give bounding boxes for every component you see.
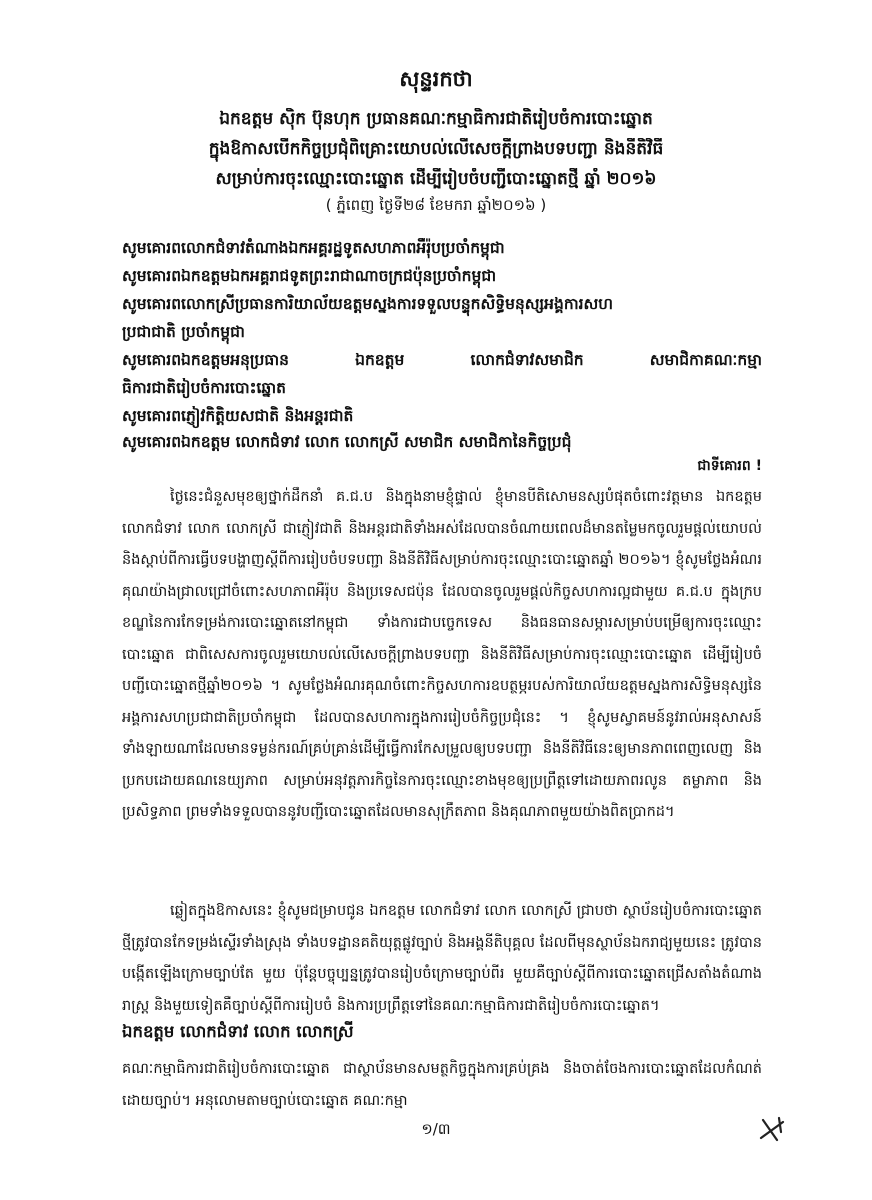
greeting-guests: សូមគោរពភ្ញៀវកិត្តិយសជាតិ និងអន្តរជាតិ	[122, 407, 354, 425]
paragraph-2: ឆ្លៀតក្នុងឱកាសនេះ ខ្ញុំសូមជម្រាបជូន ឯកឧត្តម លោកជំទាវ លោក លោកស្រី ជ្រាបថា ស្ថាប័នរៀបចំការបោះឆ្នោតថ្មីត្រូវបានកែទម្រង់ស្ទើរទាំងស្រុង ទាំងបទដ្ឋានគតិយុត្តផ្លូវច្បាប់ និងអង្គនីតិបុគ្គល ដែលពីមុនស្ថាប័នឯករាជ្យមួយនេះ ត្រូវបានបង្កើតឡើងក្រោមច្បាប់តែ មួយ ប៉ុន្តែបច្ចុប្បន្នត្រូវបានរៀបចំក្រោមច្បាប់ពីរ មួយគឺច្បាប់ស្តីពីការបោះឆ្នោតជ្រើសតាំងតំណាង រាស្ត្រ និងមួយទៀតគឺច្បាប់ស្តីពីការរៀបចំ និងការប្រព្រឹត្តទៅនៃគណៈកម្មាធិការជាតិរៀបចំការបោះឆ្នោត។	[122, 903, 762, 1014]
page-number: ១/៣	[421, 1120, 451, 1138]
document-title: សុន្ទរកថា	[399, 67, 473, 91]
subtitle-line-1: ឯកឧត្តម ស៊ិក ប៊ុនហុក ប្រធានគណៈកម្មាធិការជាតិរៀបចំការបោះឆ្នោត	[219, 109, 653, 129]
greeting-nec-members: សូមគោរពឯកឧត្តមអនុប្រធាន ឯកឧត្តម លោកជំទាវសមាជិក សមាជិកាគណៈកម្មា	[122, 351, 762, 369]
paragraph-3: គណៈកម្មាធិការជាតិរៀបចំការបោះឆ្នោត ជាស្ថាប័នមានសមត្ថកិច្ចក្នុងការគ្រប់គ្រង និងចាត់ចែងការបោះឆ្នោតដែលកំណត់ដោយច្បាប់។ អនុលោមតាមច្បាប់បោះឆ្នោត គណៈកម្មា	[122, 1061, 762, 1109]
subtitle-line-3: សម្រាប់ការចុះឈ្មោះបោះឆ្នោត ដើម្បីរៀបចំបញ្ជីបោះឆ្នោតថ្មី ឆ្នាំ ២០១៦	[215, 169, 657, 189]
handwritten-initial-icon	[755, 1110, 795, 1150]
greeting-ohchr-cont: ប្រជាជាតិ ប្រចាំកម្ពុជា	[122, 323, 245, 341]
greeting-closing: ជាទីគោរព !	[697, 458, 762, 474]
greeting-nec-members-cont: ធិការជាតិរៀបចំការបោះឆ្នោត	[122, 379, 286, 397]
subtitle-line-2: ក្នុងឱកាសបើកកិច្ចប្រជុំពិគ្រោះយោបល់លើសេចក្តីព្រាងបទបញ្ជា និងនីតិវិធី	[208, 139, 664, 159]
greeting-eu: សូមគោរពលោកជំទាវតំណាងឯកអគ្គរដ្ឋទូតសហភាពអឺរ៉ុបប្រចាំកម្ពុជា	[122, 239, 505, 257]
date-line: ( ភ្នំពេញ ថ្ងៃទី២៨ ខែមករា ឆ្នាំ២០១៦ )	[325, 196, 547, 214]
section-heading: ឯកឧត្តម លោកជំទាវ លោក លោកស្រី	[122, 1022, 354, 1041]
greeting-japan: សូមគោរពឯកឧត្តមឯកអគ្គរាជទូតព្រះរាជាណាចក្រជប៉ុនប្រចាំកម្ពុជា	[122, 267, 497, 285]
greeting-ohchr: សូមគោរពលោកស្រីប្រធានការិយាល័យឧត្តមស្នងការទទួលបន្ទុកសិទ្ធិមនុស្សអង្គការសហ	[122, 295, 614, 313]
greeting-participants: សូមគោរពឯកឧត្តម លោកជំទាវ លោក លោកស្រី សមាជិក សមាជិកានៃកិច្ចប្រជុំ	[122, 433, 572, 451]
paragraph-1: ថ្ងៃនេះជំនួសមុខឲ្យថ្នាក់ដឹកនាំ គ.ជ.ប និងក្នុងនាមខ្ញុំផ្ទាល់ ខ្ញុំមានបីតិសោមនស្សបំផុតចំពោះវត្តមាន ឯកឧត្តម លោកជំទាវ លោក លោកស្រី ជាភ្ញៀវជាតិ និងអន្តរជាតិទាំងអស់ដែលបានចំណាយពេលដ៏មានតម្លៃមកចូលរួមផ្តល់យោបល់ និងស្តាប់ពីការធ្វើបទបង្ហាញស្តីពីការរៀបចំបទបញ្ជា និងនីតិវិធីសម្រាប់ការចុះឈ្មោះបោះឆ្នោតឆ្នាំ ២០១៦។ ខ្ញុំសូមថ្លែងអំណរគុណយ៉ាងជ្រាលជ្រៅចំពោះសហភាពអឺរ៉ុប និងប្រទេសជប៉ុន ដែលបានចូលរួមផ្តល់កិច្ចសហការល្អជាមួយ គ.ជ.ប ក្នុងក្របខណ្ឌនៃការកែទម្រង់ការបោះឆ្នោតនៅកម្ពុជា ទាំងការជាបច្ចេកទេស និងធនធានសម្ភារសម្រាប់បម្រើឲ្យការចុះឈ្មោះបោះឆ្នោត ជាពិសេសការចូលរួមយោបល់លើសេចក្តីព្រាងបទបញ្ជា និងនីតិវិធីសម្រាប់ការចុះឈ្មោះបោះឆ្នោត ដើម្បីរៀបចំបញ្ជីបោះឆ្នោតថ្មីឆ្នាំ២០១៦ ។ សូមថ្លែងអំណរគុណចំពោះកិច្ចសហការឧបត្ថម្ភរបស់ការិយាល័យឧត្តមស្នងការសិទ្ធិមនុស្សនៃអង្គការសហប្រជាជាតិប្រចាំកម្ពុជា ដែលបានសហការក្នុងការរៀបចំកិច្ចប្រជុំនេះ ។ ខ្ញុំសូមស្វាគមន៍នូវរាល់អនុសាសន៍ទាំងឡាយណាដែលមានទម្ងន់ករណ៍គ្រប់គ្រាន់ដើម្បីធ្វើការកែសម្រួលឲ្យបទបញ្ជា និងនីតិវិធីនេះឲ្យមានភាពពេញលេញ និងប្រកបដោយគណនេយ្យភាព សម្រាប់អនុវត្តភារកិច្ចនៃការចុះឈ្មោះខាងមុខឲ្យប្រព្រឹត្តទៅដោយភាពរលូន តម្លាភាព និងប្រសិទ្ធភាព ព្រមទាំងទទួលបាននូវបញ្ជីបោះឆ្នោតដែលមានសុក្រឹតភាព និងគុណភាពមួយយ៉ាងពិតប្រាកដ។	[122, 489, 762, 820]
